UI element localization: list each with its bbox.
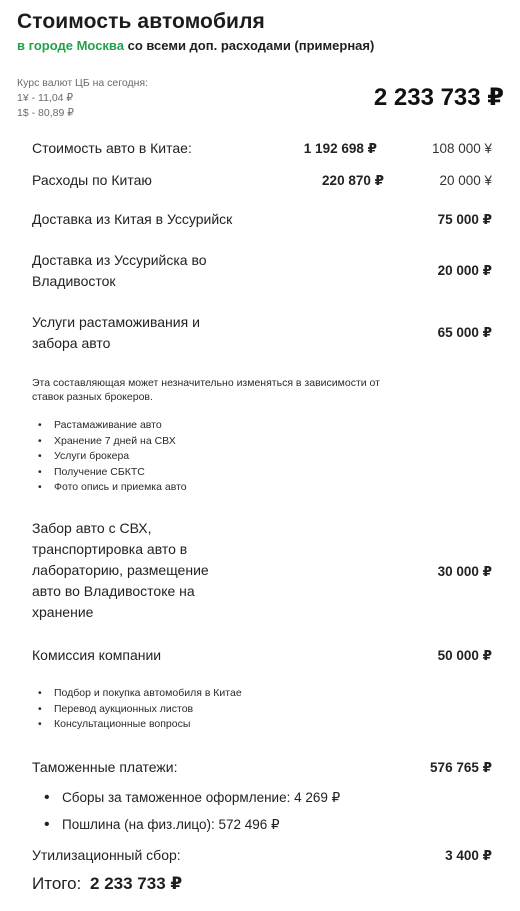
list-item: • Получение СБКТС [54, 465, 187, 481]
list-item: • Подбор и покупка автомобиля в Китае [54, 686, 242, 702]
row-label: Таможенные платежи: [32, 759, 178, 775]
row-label-line: транспортировка авто в [32, 541, 188, 557]
row-amount: 3 400 ₽ [445, 848, 492, 863]
row-car-cost [32, 138, 492, 160]
row-recycling-fee [32, 845, 492, 867]
row-label-line: Владивосток [32, 273, 116, 289]
total-label: Итого: [32, 874, 82, 893]
commission-services-list [54, 686, 242, 733]
row-customs-services [32, 312, 492, 356]
row-label: Расходы по Китаю [32, 172, 152, 188]
row-label-line: Услуги растаможивания и [32, 314, 200, 330]
row-amount: 65 000 ₽ [437, 325, 492, 340]
customs-note [32, 376, 472, 404]
list-item: • Хранение 7 дней на СВХ [54, 434, 187, 450]
row-amount: 75 000 ₽ [437, 212, 492, 227]
row-label [32, 250, 207, 292]
row-amount: 576 765 ₽ [430, 760, 492, 775]
row-rub-amount: 220 870 ₽ [322, 173, 384, 188]
exchange-rates [17, 76, 148, 121]
row-delivery-ussuriysk [32, 209, 492, 231]
city-highlight: в городе Москва [17, 38, 124, 53]
customs-payments-list [62, 784, 340, 838]
row-label-line: хранение [32, 604, 94, 620]
rates-label: Курс валют ЦБ на сегодня: [17, 77, 149, 89]
list-item: • Перевод аукционных листов [54, 702, 242, 718]
list-item: • Консультационные вопросы [54, 717, 242, 733]
row-amount: 30 000 ₽ [437, 564, 492, 579]
list-item: • Растамаживание авто [54, 418, 187, 434]
row-china-expenses [32, 170, 492, 192]
row-label [32, 312, 200, 354]
row-label-line: лабораторию, размещение [32, 562, 209, 578]
customs-services-list [54, 418, 187, 496]
row-label [32, 518, 209, 623]
row-label-line: авто во Владивостоке на [32, 583, 195, 599]
list-item: • Пошлина (на физ.лицо): 572 496 ₽ [62, 811, 340, 838]
row-label: Комиссия компании [32, 647, 162, 663]
header [17, 10, 507, 53]
list-item: • Услуги брокера [54, 449, 187, 465]
note-line: Эта составляющая может незначительно изменяться в зависимости от [32, 377, 380, 389]
rate-usd: 1$ - 80,89 ₽ [17, 107, 74, 119]
page-title: Стоимость автомобиля [17, 10, 265, 33]
row-label-line: Забор авто с СВХ, [32, 520, 152, 536]
row-cny-amount: 108 000 ¥ [431, 141, 492, 156]
list-item: • Фото опись и приемка авто [54, 480, 187, 496]
total-summary [32, 874, 182, 894]
row-label-line: забора авто [32, 335, 111, 351]
row-amount: 20 000 ₽ [437, 263, 492, 278]
row-label: Утилизационный сбор: [32, 847, 181, 863]
row-label-line: Доставка из Уссурийска во [32, 252, 207, 268]
row-customs-payments [32, 757, 492, 779]
row-label: Доставка из Китая в Уссурийск [32, 211, 233, 227]
row-cny-amount: 20 000 ¥ [439, 173, 492, 188]
row-rub-amount: 1 192 698 ₽ [303, 141, 377, 156]
list-item: • Сборы за таможенное оформление: 4 269 ₽ [62, 784, 340, 811]
row-pickup-storage [32, 518, 492, 626]
subtitle-rest: со всеми доп. расходами (примерная) [123, 38, 375, 53]
total-value: 2 233 733 ₽ [90, 874, 183, 893]
row-delivery-vladivostok [32, 250, 492, 294]
rate-cny: 1¥ - 11,04 ₽ [17, 92, 74, 104]
row-commission [32, 645, 492, 667]
row-amount: 50 000 ₽ [437, 648, 492, 663]
grand-total: 2 233 733 ₽ [373, 84, 504, 111]
row-label: Стоимость авто в Китае: [32, 140, 192, 156]
page-subtitle [17, 38, 374, 53]
note-line: ставок разных брокеров. [32, 391, 153, 403]
